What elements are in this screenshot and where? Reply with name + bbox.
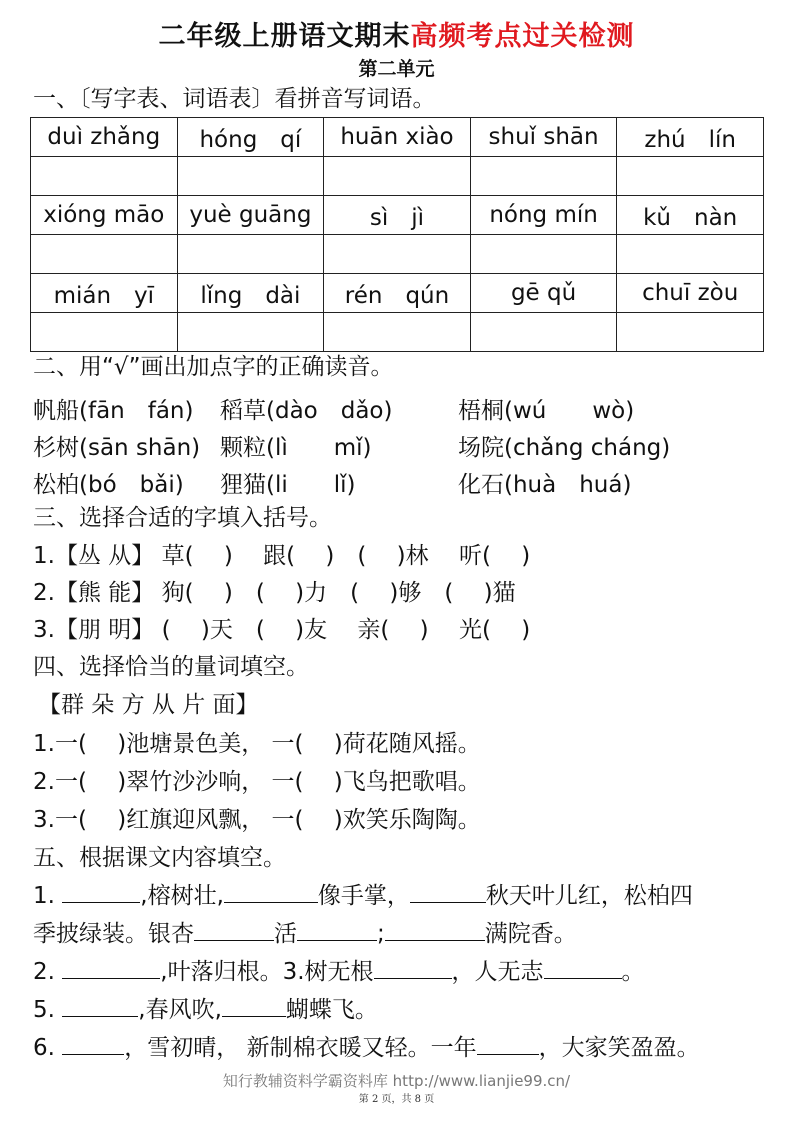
line-text: 。 bbox=[621, 959, 645, 985]
pinyin-cell: nóng mín bbox=[470, 196, 617, 235]
page-title bbox=[0, 14, 793, 53]
line-text: 秋天叶儿红，松柏四 bbox=[485, 883, 693, 909]
reading-item[interactable]: 帆船(fān fán) bbox=[33, 398, 194, 424]
recite-line-3 bbox=[33, 956, 645, 987]
reading-item[interactable]: 场院(chǎng cháng) bbox=[458, 435, 671, 461]
pinyin-cell: huān xiào bbox=[324, 118, 471, 157]
answer-cell[interactable] bbox=[617, 157, 764, 196]
reading-item[interactable]: 狸猫(li lǐ) bbox=[220, 472, 356, 498]
recite-line-5 bbox=[33, 1032, 700, 1063]
title-black: 二年级上册语文期末 bbox=[158, 21, 411, 52]
answer-cell[interactable] bbox=[31, 313, 178, 352]
line-text: ,榕树壮, bbox=[140, 883, 224, 909]
recite-line-2 bbox=[33, 918, 577, 949]
pinyin-cell: xióng māo bbox=[31, 196, 178, 235]
answer-cell[interactable] bbox=[324, 157, 471, 196]
title-red: 高频考点过关检测 bbox=[410, 21, 635, 52]
line-text: ; bbox=[377, 921, 385, 947]
answer-blank[interactable] bbox=[62, 1032, 124, 1055]
answer-blank[interactable] bbox=[410, 880, 486, 903]
answer-cell[interactable] bbox=[324, 313, 471, 352]
answer-cell[interactable] bbox=[31, 235, 178, 274]
line-text: 6. bbox=[33, 1035, 63, 1061]
answer-blank[interactable] bbox=[224, 880, 318, 903]
reading-item[interactable]: 梧桐(wú wò) bbox=[458, 398, 635, 424]
pinyin-cell: zhú lín bbox=[617, 118, 764, 157]
answer-blank[interactable] bbox=[385, 918, 485, 941]
pinyin-cell: lǐng dài bbox=[177, 274, 324, 313]
answer-blank[interactable] bbox=[374, 956, 452, 979]
pinyin-cell: sì jì bbox=[324, 196, 471, 235]
reading-item[interactable]: 杉树(sān shān) bbox=[33, 435, 201, 461]
answer-cell[interactable] bbox=[324, 235, 471, 274]
answer-cell[interactable] bbox=[617, 313, 764, 352]
reading-item[interactable]: 颗粒(lì mǐ) bbox=[220, 435, 372, 461]
answer-cell[interactable] bbox=[617, 235, 764, 274]
line-text: 2. bbox=[33, 959, 63, 985]
pinyin-cell: kǔ nàn bbox=[617, 196, 764, 235]
answer-cell[interactable] bbox=[470, 313, 617, 352]
line-text: ，雪初晴， 新制棉衣暖又轻。一年 bbox=[124, 1035, 477, 1061]
answer-blank[interactable] bbox=[222, 994, 286, 1017]
fill-char-line[interactable]: 2.【熊 能】 狗( ) ( )力 ( )够 ( )猫 bbox=[33, 580, 516, 606]
answer-blank[interactable] bbox=[194, 918, 274, 941]
line-text: 像手掌， bbox=[317, 883, 410, 909]
answer-cell[interactable] bbox=[31, 157, 178, 196]
section-1-heading: 一、〔写字表、词语表〕看拼音写词语。 bbox=[33, 86, 436, 112]
answer-cell[interactable] bbox=[470, 157, 617, 196]
line-text: 蝴蝶飞。 bbox=[285, 997, 378, 1023]
pinyin-cell: duì zhǎng bbox=[31, 118, 178, 157]
fill-char-line[interactable]: 1.【丛 从】 草( ) 跟( ) ( )林 听( ) bbox=[33, 543, 531, 569]
section-2-heading: 二、用“√”画出加点字的正确读音。 bbox=[33, 354, 394, 380]
pinyin-cell: hóng qí bbox=[177, 118, 324, 157]
pinyin-cell: yuè guāng bbox=[177, 196, 324, 235]
line-text: ，大家笑盈盈。 bbox=[538, 1035, 700, 1061]
section-5-heading: 五、根据课文内容填空。 bbox=[33, 845, 286, 871]
line-text: 活 bbox=[274, 921, 297, 947]
fill-char-line[interactable]: 3.【朋 明】 ( )天 ( )友 亲( ) 光( ) bbox=[33, 617, 531, 643]
reading-item[interactable]: 松柏(bó bǎi) bbox=[33, 472, 184, 498]
recite-line-4 bbox=[33, 994, 378, 1025]
page-number: 第 2 页，共 8 页 bbox=[358, 1094, 435, 1105]
answer-cell[interactable] bbox=[177, 235, 324, 274]
pinyin-cell: gē qǔ bbox=[470, 274, 617, 313]
answer-blank[interactable] bbox=[62, 956, 160, 979]
line-text: ,春风吹, bbox=[138, 997, 222, 1023]
line-text: 满院香。 bbox=[484, 921, 577, 947]
recite-line-1 bbox=[33, 880, 693, 911]
line-text: 1. bbox=[33, 883, 63, 909]
pinyin-table bbox=[30, 117, 764, 352]
measure-word-line[interactable]: 1.一( )池塘景色美， 一( )荷花随风摇。 bbox=[33, 731, 481, 757]
measure-word-line[interactable]: 3.一( )红旗迎风飘， 一( )欢笑乐陶陶。 bbox=[33, 807, 481, 833]
answer-blank[interactable] bbox=[62, 994, 138, 1017]
pinyin-cell: mián yī bbox=[31, 274, 178, 313]
measure-word-options: 【群 朵 方 从 片 面】 bbox=[38, 692, 259, 718]
line-text: 季披绿装。银杏 bbox=[33, 921, 194, 947]
answer-blank[interactable] bbox=[297, 918, 377, 941]
pinyin-cell: chuī zòu bbox=[617, 274, 764, 313]
line-text: ，人无志 bbox=[451, 959, 544, 985]
line-text: 5. bbox=[33, 997, 63, 1023]
answer-blank[interactable] bbox=[62, 880, 140, 903]
answer-blank[interactable] bbox=[544, 956, 622, 979]
page-subtitle: 第二单元 bbox=[358, 58, 435, 80]
reading-item[interactable]: 化石(huà huá) bbox=[458, 472, 632, 498]
answer-cell[interactable] bbox=[470, 235, 617, 274]
pinyin-cell: rén qún bbox=[324, 274, 471, 313]
pinyin-cell: shuǐ shān bbox=[470, 118, 617, 157]
measure-word-line[interactable]: 2.一( )翠竹沙沙响， 一( )飞鸟把歌唱。 bbox=[33, 769, 481, 795]
line-text: ,叶落归根。3.树无根 bbox=[160, 959, 374, 985]
footer-watermark: 知行教辅资料学霸资料库 http://www.lianjie99.cn/ bbox=[222, 1072, 571, 1090]
answer-blank[interactable] bbox=[477, 1032, 539, 1055]
answer-cell[interactable] bbox=[177, 157, 324, 196]
section-4-heading: 四、选择恰当的量词填空。 bbox=[33, 654, 309, 680]
reading-item[interactable]: 稻草(dào dǎo) bbox=[220, 398, 393, 424]
answer-cell[interactable] bbox=[177, 313, 324, 352]
section-3-heading: 三、选择合适的字填入括号。 bbox=[33, 505, 332, 531]
